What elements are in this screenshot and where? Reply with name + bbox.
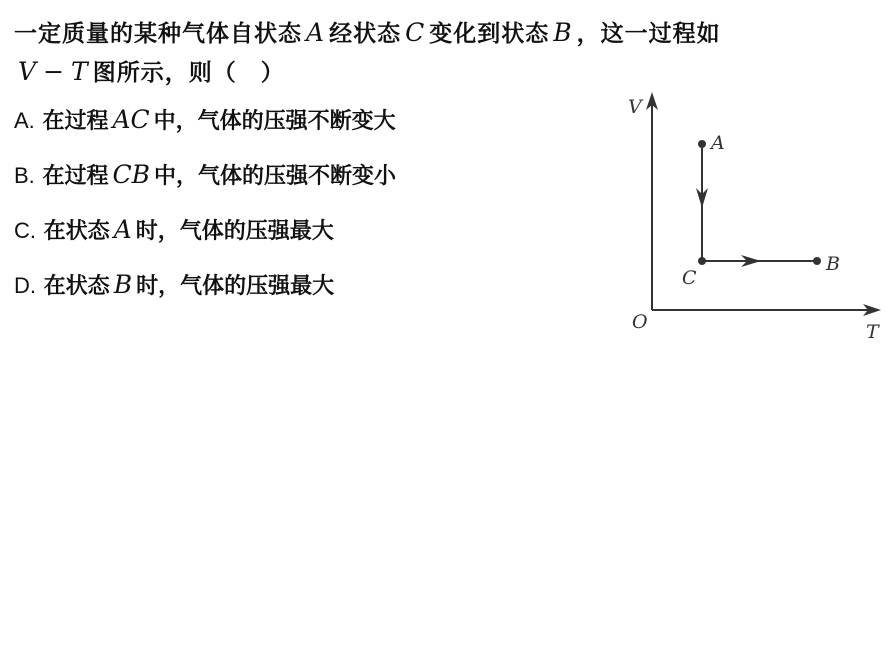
option-math: B	[113, 270, 133, 299]
option-text: 时，气体的压强最大	[135, 219, 334, 244]
option-math: AC	[112, 105, 150, 134]
question-stem	[14, 14, 880, 92]
option-d[interactable]	[14, 267, 396, 322]
stem-text: ，这一过程如	[576, 21, 721, 47]
option-letter: C.	[14, 218, 36, 243]
option-c[interactable]	[14, 212, 396, 267]
origin-label: O	[632, 311, 648, 333]
option-letter: B.	[14, 163, 35, 188]
option-letter: D.	[14, 273, 36, 298]
graph-t-symbol: T	[71, 57, 89, 86]
point-a	[698, 140, 706, 148]
answer-options	[14, 102, 396, 322]
option-math: CB	[112, 160, 150, 189]
option-text: 中，气体的压强不断变小	[153, 164, 396, 189]
stem-text: 一定质量的某种气体自状态	[14, 21, 302, 47]
point-c	[698, 257, 706, 265]
option-text: 在过程	[42, 109, 109, 134]
graph-minus-symbol: −	[43, 57, 66, 86]
stem-text: 变化到状态	[429, 21, 550, 47]
graph-v-symbol: V	[18, 57, 38, 86]
option-b[interactable]	[14, 157, 396, 212]
stem-text: 图所示，则（ ）	[92, 60, 285, 86]
point-b-label: B	[826, 253, 840, 275]
state-b-symbol: B	[553, 18, 573, 47]
point-c-label: C	[682, 267, 697, 289]
vt-diagram	[620, 88, 885, 348]
point-b	[813, 257, 821, 265]
state-c-symbol: C	[405, 18, 426, 47]
point-a-label: A	[711, 132, 725, 154]
question-line-2	[14, 53, 880, 92]
option-text: 时，气体的压强最大	[136, 274, 335, 299]
option-text: 在状态	[43, 274, 110, 299]
stem-text: 经状态	[329, 21, 402, 47]
option-a[interactable]	[14, 102, 396, 157]
t-axis-label: T	[866, 321, 879, 343]
option-text: 在过程	[42, 164, 109, 189]
question-line-1	[14, 14, 880, 53]
option-text: 在状态	[43, 219, 110, 244]
v-axis-label: V	[628, 96, 642, 118]
option-letter: A.	[14, 108, 35, 133]
option-math: A	[113, 215, 132, 244]
option-text: 中，气体的压强不断变大	[153, 109, 396, 134]
state-a-symbol: A	[306, 18, 326, 47]
